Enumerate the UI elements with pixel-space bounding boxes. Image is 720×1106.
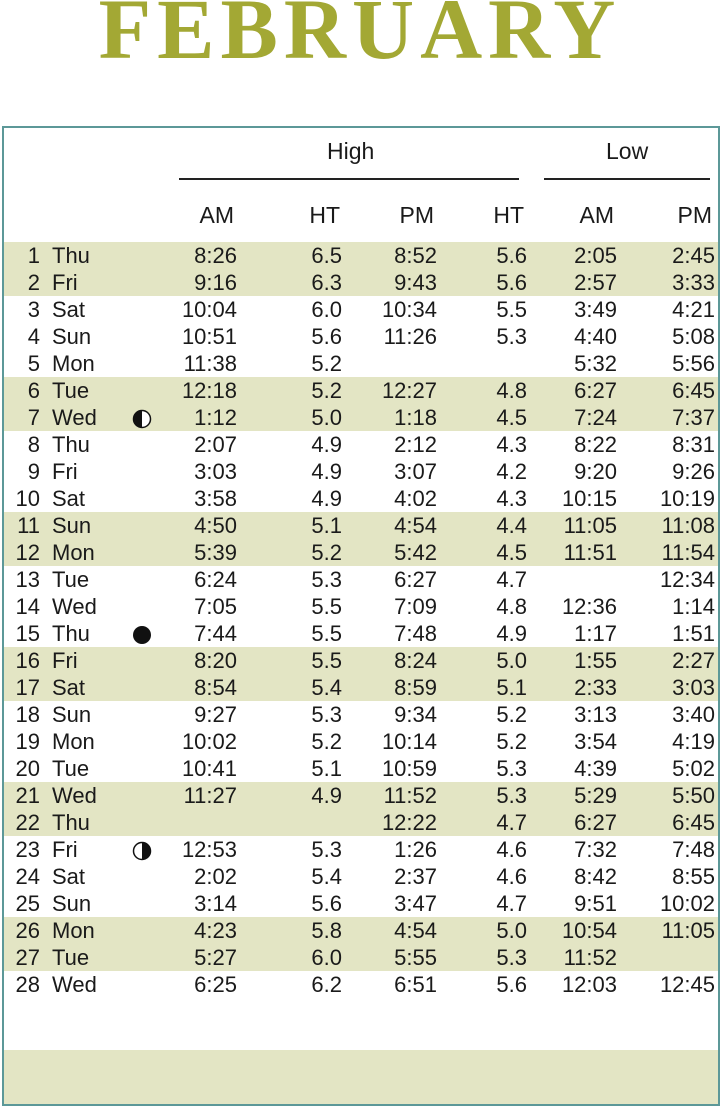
high-am-height: 5.2 <box>311 378 342 403</box>
day-of-week: Thu <box>52 621 90 646</box>
high-group-rule <box>179 178 519 180</box>
high-pm-height: 4.5 <box>496 540 527 565</box>
high-pm-time: 9:43 <box>394 270 437 295</box>
table-row <box>4 458 718 485</box>
table-row <box>4 242 718 269</box>
high-am-height: 6.2 <box>311 972 342 997</box>
day-of-week: Thu <box>52 243 90 268</box>
day-number: 21 <box>15 783 40 808</box>
day-of-week: Sat <box>52 864 86 889</box>
low-pm-time: 8:31 <box>672 432 715 457</box>
high-pm-height: 5.3 <box>496 783 527 808</box>
table-row <box>4 809 718 836</box>
high-pm-height: 5.3 <box>496 945 527 970</box>
low-pm-time: 4:21 <box>672 297 715 322</box>
day-number: 2 <box>27 270 40 295</box>
day-of-week: Sun <box>52 702 92 727</box>
table-row <box>4 350 718 377</box>
table-row <box>4 269 718 296</box>
high-pm-time: 2:12 <box>394 432 437 457</box>
table-row <box>4 647 718 674</box>
high-pm-time: 1:26 <box>394 837 437 862</box>
high-am-height: 5.5 <box>311 594 342 619</box>
low-am-time: 8:22 <box>574 432 617 457</box>
low-pm-time: 11:05 <box>661 918 715 943</box>
low-am-time: 3:54 <box>574 729 617 754</box>
day-of-week: Sun <box>52 513 92 538</box>
low-pm-time: 6:45 <box>672 378 715 403</box>
day-of-week: Fri <box>52 270 78 295</box>
table-row <box>4 782 718 809</box>
high-pm-time: 2:37 <box>394 864 437 889</box>
table-row <box>4 539 718 566</box>
day-of-week: Sat <box>52 297 86 322</box>
low-pm-time: 9:26 <box>672 459 715 484</box>
last-quarter-moon-icon <box>132 408 152 428</box>
high-am-time: 5:39 <box>194 540 237 565</box>
col-header-low-pm: PM <box>677 202 712 228</box>
high-am-height: 6.0 <box>311 297 342 322</box>
table-row <box>4 566 718 593</box>
high-pm-time: 12:22 <box>381 810 437 835</box>
low-am-time: 11:52 <box>563 945 617 970</box>
low-pm-time: 8:55 <box>672 864 715 889</box>
high-pm-height: 4.8 <box>496 378 527 403</box>
high-am-height: 6.0 <box>311 945 342 970</box>
table-row <box>4 674 718 701</box>
low-am-time: 10:54 <box>561 918 617 943</box>
high-pm-time: 9:34 <box>394 702 437 727</box>
high-pm-time: 4:54 <box>394 918 437 943</box>
high-am-height: 5.3 <box>311 837 342 862</box>
day-number: 22 <box>15 810 40 835</box>
high-pm-height: 4.7 <box>496 810 527 835</box>
high-am-height: 5.6 <box>311 891 342 916</box>
low-am-time: 5:29 <box>574 783 617 808</box>
day-of-week: Fri <box>52 459 78 484</box>
col-header-high-ht2: HT <box>493 202 524 228</box>
day-of-week: Wed <box>52 594 97 619</box>
high-am-time: 7:05 <box>194 594 237 619</box>
high-am-time: 9:16 <box>194 270 237 295</box>
low-am-time: 3:49 <box>574 297 617 322</box>
high-am-time: 5:27 <box>194 945 237 970</box>
high-am-height: 5.1 <box>311 756 342 781</box>
day-number: 19 <box>15 729 40 754</box>
high-am-height: 4.9 <box>311 459 342 484</box>
high-am-height: 5.6 <box>311 324 342 349</box>
day-of-week: Tue <box>52 756 90 781</box>
day-of-week: Mon <box>52 918 95 943</box>
low-pm-time: 5:08 <box>672 324 715 349</box>
high-am-height: 5.5 <box>311 648 342 673</box>
low-am-time: 2:33 <box>574 675 617 700</box>
high-pm-height: 4.6 <box>496 837 527 862</box>
high-am-time: 1:12 <box>194 405 237 430</box>
high-am-time: 3:03 <box>194 459 237 484</box>
day-number: 12 <box>15 540 40 565</box>
day-number: 14 <box>15 594 40 619</box>
high-pm-time: 7:09 <box>394 594 437 619</box>
day-of-week: Wed <box>52 783 97 808</box>
day-number: 20 <box>15 756 40 781</box>
high-pm-time: 6:51 <box>394 972 437 997</box>
high-am-height: 5.4 <box>311 675 342 700</box>
day-number: 8 <box>27 432 40 457</box>
table-row <box>4 404 718 431</box>
high-am-time: 2:07 <box>194 432 237 457</box>
low-pm-time: 3:03 <box>672 675 715 700</box>
high-pm-height: 4.7 <box>496 891 527 916</box>
high-pm-height: 5.1 <box>496 675 527 700</box>
low-pm-time: 4:19 <box>672 729 715 754</box>
high-pm-time: 10:59 <box>381 756 437 781</box>
high-am-time: 4:23 <box>194 918 237 943</box>
high-pm-time: 5:55 <box>394 945 437 970</box>
low-pm-time: 11:54 <box>661 540 715 565</box>
low-group-rule <box>544 178 710 180</box>
high-pm-height: 4.6 <box>496 864 527 889</box>
low-pm-time: 3:33 <box>672 270 715 295</box>
high-am-time: 12:18 <box>181 378 237 403</box>
high-pm-time: 6:27 <box>394 567 437 592</box>
day-of-week: Fri <box>52 837 78 862</box>
high-am-time: 4:50 <box>194 513 237 538</box>
high-pm-height: 5.3 <box>496 756 527 781</box>
table-row <box>4 593 718 620</box>
low-am-time: 7:24 <box>574 405 617 430</box>
table-row <box>4 701 718 728</box>
high-pm-time: 3:07 <box>394 459 437 484</box>
table-row <box>4 728 718 755</box>
high-pm-height: 4.3 <box>496 486 527 511</box>
low-am-time: 1:17 <box>574 621 617 646</box>
tide-rows <box>4 242 718 998</box>
day-of-week: Sat <box>52 675 86 700</box>
day-number: 18 <box>15 702 40 727</box>
col-header-low-am: AM <box>579 202 614 228</box>
first-quarter-moon-icon <box>132 840 152 860</box>
high-pm-height: 4.3 <box>496 432 527 457</box>
high-pm-height: 5.6 <box>496 243 527 268</box>
low-pm-time: 2:45 <box>672 243 715 268</box>
day-of-week: Thu <box>52 810 90 835</box>
day-number: 16 <box>15 648 40 673</box>
low-pm-time: 12:34 <box>659 567 715 592</box>
day-of-week: Mon <box>52 351 95 376</box>
table-row <box>4 431 718 458</box>
high-am-time: 6:24 <box>194 567 237 592</box>
low-pm-time: 2:27 <box>672 648 715 673</box>
high-am-time: 10:41 <box>181 756 237 781</box>
high-pm-time: 8:24 <box>394 648 437 673</box>
day-number: 7 <box>27 405 40 430</box>
table-row <box>4 971 718 998</box>
low-am-time: 11:51 <box>563 540 617 565</box>
table-row <box>4 863 718 890</box>
high-am-height: 5.3 <box>311 702 342 727</box>
day-number: 3 <box>27 297 40 322</box>
high-pm-time: 11:26 <box>383 324 437 349</box>
day-number: 5 <box>27 351 40 376</box>
high-am-height: 6.3 <box>311 270 342 295</box>
low-pm-time: 5:50 <box>672 783 715 808</box>
day-number: 26 <box>15 918 40 943</box>
high-am-time: 8:26 <box>194 243 237 268</box>
low-am-time: 4:40 <box>574 324 617 349</box>
day-number: 10 <box>15 486 40 511</box>
day-number: 13 <box>15 567 40 592</box>
day-of-week: Sun <box>52 324 92 349</box>
day-of-week: Mon <box>52 540 95 565</box>
high-am-time: 11:27 <box>183 783 237 808</box>
day-of-week: Wed <box>52 405 97 430</box>
day-number: 6 <box>27 378 40 403</box>
col-header-high-ht1: HT <box>309 202 340 228</box>
day-number: 9 <box>27 459 40 484</box>
high-pm-height: 5.0 <box>496 918 527 943</box>
day-number: 25 <box>15 891 40 916</box>
high-pm-height: 5.6 <box>496 270 527 295</box>
high-pm-time: 5:42 <box>394 540 437 565</box>
high-am-time: 11:38 <box>183 351 237 376</box>
low-am-time: 5:32 <box>574 351 617 376</box>
new-moon-icon <box>132 624 152 644</box>
low-am-time: 2:05 <box>574 243 617 268</box>
table-row <box>4 485 718 512</box>
table-row <box>4 296 718 323</box>
high-pm-height: 4.9 <box>496 621 527 646</box>
high-am-height: 4.9 <box>311 432 342 457</box>
day-number: 17 <box>15 675 40 700</box>
high-am-time: 12:53 <box>181 837 237 862</box>
day-of-week: Wed <box>52 972 97 997</box>
day-of-week: Fri <box>52 648 78 673</box>
low-am-time: 10:15 <box>561 486 617 511</box>
high-pm-height: 5.0 <box>496 648 527 673</box>
day-number: 23 <box>15 837 40 862</box>
high-pm-time: 11:52 <box>383 783 437 808</box>
low-am-time: 7:32 <box>574 837 617 862</box>
high-pm-height: 4.5 <box>496 405 527 430</box>
month-title: FEBRUARY <box>98 0 622 77</box>
low-pm-time: 5:56 <box>672 351 715 376</box>
low-am-time: 12:36 <box>561 594 617 619</box>
low-am-time: 11:05 <box>563 513 617 538</box>
low-am-time: 6:27 <box>574 810 617 835</box>
low-pm-time: 5:02 <box>672 756 715 781</box>
tide-table <box>2 126 720 1106</box>
table-row <box>4 836 718 863</box>
low-pm-time: 6:45 <box>672 810 715 835</box>
low-pm-time: 3:40 <box>672 702 715 727</box>
day-of-week: Tue <box>52 378 90 403</box>
high-am-time: 3:58 <box>194 486 237 511</box>
low-am-time: 6:27 <box>574 378 617 403</box>
high-am-time: 8:20 <box>194 648 237 673</box>
high-am-time: 10:51 <box>181 324 237 349</box>
high-am-time: 2:02 <box>194 864 237 889</box>
high-am-height: 5.2 <box>311 351 342 376</box>
low-pm-time: 7:37 <box>672 405 715 430</box>
table-row <box>4 512 718 539</box>
low-pm-time: 7:48 <box>672 837 715 862</box>
low-am-time: 8:42 <box>574 864 617 889</box>
high-am-time: 8:54 <box>194 675 237 700</box>
low-group-header: Low <box>606 138 649 164</box>
footer-band <box>4 1050 718 1104</box>
high-pm-height: 5.2 <box>496 729 527 754</box>
high-pm-time: 10:14 <box>381 729 437 754</box>
low-am-time: 9:51 <box>574 891 617 916</box>
high-am-height: 5.4 <box>311 864 342 889</box>
low-pm-time: 11:08 <box>661 513 715 538</box>
day-of-week: Sun <box>52 891 92 916</box>
high-am-height: 6.5 <box>311 243 342 268</box>
table-row <box>4 890 718 917</box>
high-am-height: 5.5 <box>311 621 342 646</box>
high-pm-time: 10:34 <box>381 297 437 322</box>
high-pm-height: 5.6 <box>496 972 527 997</box>
high-pm-time: 1:18 <box>394 405 437 430</box>
high-pm-height: 4.2 <box>496 459 527 484</box>
high-pm-time: 12:27 <box>381 378 437 403</box>
col-header-high-pm: PM <box>399 202 434 228</box>
high-am-height: 4.9 <box>311 486 342 511</box>
table-row <box>4 323 718 350</box>
high-am-time: 6:25 <box>194 972 237 997</box>
low-pm-time: 1:51 <box>672 621 715 646</box>
table-row <box>4 755 718 782</box>
high-pm-height: 5.5 <box>496 297 527 322</box>
day-of-week: Thu <box>52 432 90 457</box>
high-pm-time: 8:59 <box>394 675 437 700</box>
high-pm-height: 4.7 <box>496 567 527 592</box>
day-number: 28 <box>15 972 40 997</box>
day-number: 24 <box>15 864 40 889</box>
low-am-time: 12:03 <box>561 972 617 997</box>
high-am-time: 7:44 <box>194 621 237 646</box>
high-am-height: 5.0 <box>311 405 342 430</box>
high-am-height: 4.9 <box>311 783 342 808</box>
low-am-time: 4:39 <box>574 756 617 781</box>
high-pm-height: 5.2 <box>496 702 527 727</box>
high-am-time: 3:14 <box>194 891 237 916</box>
high-am-time: 9:27 <box>194 702 237 727</box>
high-pm-time: 8:52 <box>394 243 437 268</box>
table-row <box>4 377 718 404</box>
low-pm-time: 1:14 <box>672 594 715 619</box>
col-header-high-am: AM <box>199 202 234 228</box>
high-pm-time: 4:54 <box>394 513 437 538</box>
high-pm-time: 3:47 <box>394 891 437 916</box>
low-am-time: 1:55 <box>574 648 617 673</box>
high-am-height: 5.1 <box>311 513 342 538</box>
high-am-height: 5.3 <box>311 567 342 592</box>
high-am-height: 5.2 <box>311 540 342 565</box>
high-am-height: 5.8 <box>311 918 342 943</box>
low-pm-time: 10:19 <box>659 486 715 511</box>
low-pm-time: 10:02 <box>659 891 715 916</box>
high-am-time: 10:02 <box>181 729 237 754</box>
low-am-time: 9:20 <box>574 459 617 484</box>
high-am-time: 10:04 <box>181 297 237 322</box>
high-pm-time: 4:02 <box>394 486 437 511</box>
day-of-week: Tue <box>52 567 90 592</box>
day-of-week: Mon <box>52 729 95 754</box>
high-pm-height: 5.3 <box>496 324 527 349</box>
table-row <box>4 944 718 971</box>
low-am-time: 3:13 <box>574 702 617 727</box>
day-number: 15 <box>15 621 40 646</box>
table-row <box>4 917 718 944</box>
high-group-header: High <box>327 138 375 164</box>
day-number: 11 <box>17 513 40 538</box>
day-number: 1 <box>27 243 40 268</box>
low-am-time: 2:57 <box>574 270 617 295</box>
high-pm-time: 7:48 <box>394 621 437 646</box>
high-pm-height: 4.8 <box>496 594 527 619</box>
day-of-week: Sat <box>52 486 86 511</box>
high-am-height: 5.2 <box>311 729 342 754</box>
high-pm-height: 4.4 <box>496 513 527 538</box>
day-number: 4 <box>27 324 40 349</box>
low-pm-time: 12:45 <box>659 972 715 997</box>
table-row <box>4 620 718 647</box>
day-number: 27 <box>15 945 40 970</box>
day-of-week: Tue <box>52 945 90 970</box>
